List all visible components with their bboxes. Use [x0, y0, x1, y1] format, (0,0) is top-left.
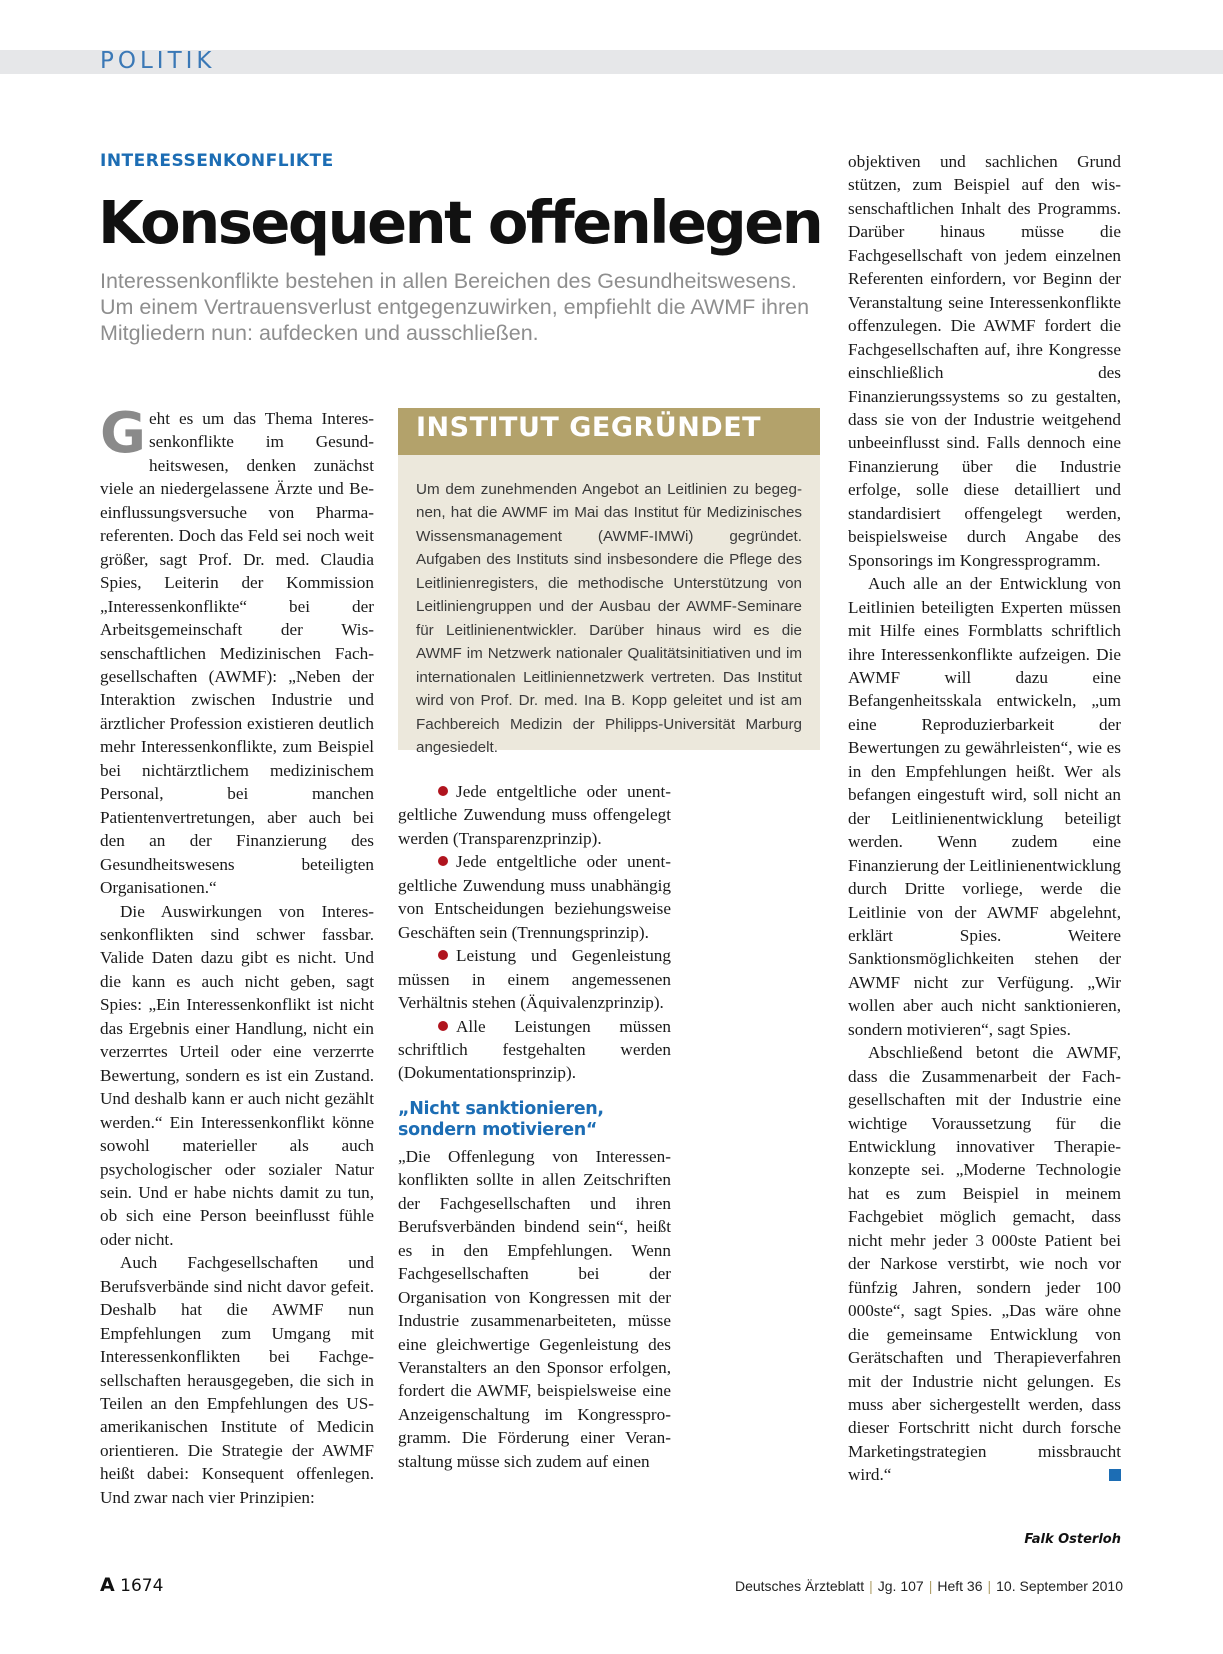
principle-item: Jede entgeltliche oder unentgeltliche Zuwendung muss offengelegt werden (Transparenzprinzip). [398, 782, 671, 848]
paragraph: Auch Fachgesellschaften und Berufsverbände sind nicht davor gefeit. Deshalb hat die AWMF nun Empfehlungen zum Umgang mit Interessenkonflikten bei Fachgesellschaften herausgegeben, die sich in Teilen an den Empfehlungen des US-amerikanischen Institute of Medicin orientieren. Die Strategie der AWMF heißt dabei: Konsequent offenlegen. Und zwar nach vier Prinzipien: [100, 1253, 374, 1507]
end-mark-icon [1109, 1469, 1121, 1481]
issue: Heft 36 [937, 1578, 983, 1594]
volume: Jg. 107 [877, 1578, 924, 1594]
paragraph: Auch alle an der Entwicklung von Leitlinien beteiligten Experten müssen mit Hilfe eines Formblatts schriftlich ihre Interessenkonflikte aufzeigen. Die AWMF will dazu eine Befangenheitsskala entwickeln, „um eine Reproduzierbarkeit der Bewertungen zu gewährleisten“, wie es in den Empfehlungen heißt. Wer als befangen eingestuft wird, soll nicht an der Leitlinienentwicklung beteiligt werden. Wenn zudem eine Finanzierung der Leitlinienentwicklung durch Dritte vorliege, werde die Leitlinie von der AWMF abgelehnt, erklärt Spies. Weitere Sanktionsmöglichkeiten stehen der AWMF nicht zur Verfügung. „Wir wollen aber auch nicht sanktionieren, sondern motivieren“, sagt Spies. [848, 574, 1122, 1039]
separator: | [869, 1578, 873, 1594]
subheading: „Nicht sanktionieren, sondern motivieren“ [398, 1098, 604, 1140]
separator: | [928, 1578, 933, 1594]
bullet-dot-icon [438, 786, 448, 796]
footer-info [735, 1578, 1123, 1594]
info-box-text: Um dem zunehmenden Angebot an Leitlinien zu begegnen, hat die AWMF im Mai das Institut für Medizinisches Wissensmanagement (AWMF-IMWi) gegründet. Aufgaben des Instituts sind insbesondere die Pflege des Leitlinienregisters, die methodische Unterstützung von Leitliniengruppen und der Ausbau der AWMF-Seminare für Leitlinienentwickler. Darüber hinaus wird es die AWMF im Netzwerk nationaler Qualitätsinitiativen und im internationalen Leitliniennetzwerk vertreten. Das Institut wird von Prof. Dr. med. Ina B. Kopp geleitet und ist am Fachbereich Medizin der Philipps-Universität Marburg angesiedelt. [416, 481, 802, 756]
article-kicker: INTERESSENKONFLIKTE [100, 151, 334, 171]
paragraph: Die Auswirkungen von Interessenkonflikten sind schwer fassbar. Valide Daten dazu gibt es nicht. Und die kann es auch nicht geben, sagt Spies: „Ein Interessenkonflikt ist nicht das Ergebnis einer Handlung, nicht ein verzerrtes Urteil oder eine verzerrte Bewertung, sondern es ist ein Zustand. Und deshalb kann er auch nicht gezählt werden.“ Ein Interessenkonflikt könne sowohl materieller als auch psychologischer oder sozialer Natur sein. Und er habe nichts damit zu tun, ob sich eine Person beeinflusst fühle oder nicht. [100, 901, 374, 1249]
author-name: Falk Osterloh [1024, 1532, 1121, 1547]
section-label: POLITIK [100, 48, 216, 74]
principle-item: Alle Leistungen müssen schriftlich festgehalten werden (Dokumentationsprinzip). [398, 1016, 671, 1083]
bullet-dot-icon [438, 950, 448, 960]
issue-date: 10. September 2010 [996, 1578, 1123, 1594]
drop-cap: G [100, 401, 146, 466]
paragraph: „Die Offenlegung von Interessenkonflikten sollte in allen Zeitschriften der Fachgesellschaften und ihren Berufsverbänden bindend sein“, heißt es in den Empfehlungen. Wenn Fachgesellschaften bei der Organisation von Kongressen mit der Industrie zusammenarbeiteten, müsse eine gleichwertige Gegenleistung des Veranstalters an den Sponsor erfolgen, fordert die AWMF, beispielsweise eine Anzeigenschaltung im Kongressprogramm. Die Förderung einer Veranstaltung müsse sich zudem auf einen [398, 1146, 671, 1471]
bullet-dot-icon [438, 1021, 448, 1031]
paragraph: Geht es um das Thema Interessenkonflikte im Gesundheitswesen, denken zunächst viele an niedergelassene Ärzte und Beeinflussungsversuche von Pharmareferenten. Doch das Feld sei noch weit größer, sagt Prof. Dr. med. Claudia Spies, Leiterin der Kommission „Interessenkonflikte“ bei der Arbeitsgemeinschaft der Wissenschaftlichen Medizinischen Fachgesellschaften (AWMF): „Neben der Interaktion zwischen Industrie und ärztlicher Profession existieren deutlich mehr Interessenkonflikte, zum Beispiel bei nichtärztlichem medizinischem Personal, bei manchen Patientenvertretungen, aber auch bei den an der Finanzierung des Gesundheitswesens beteiligten Organisationen.“ [100, 401, 374, 898]
page-number: A 1674 [100, 1574, 164, 1596]
paragraph: Abschließend betont die AWMF, dass die Zusammenarbeit der Fachgesellschaften mit der Industrie eine wichtige Voraussetzung für die Entwicklung innovativer Therapiekonzepte sei. „Moderne Technologie hat es zum Beispiel in meinem Fachgebiet möglich gemacht, dass nicht mehr jeder 3 000ste Patient bei der Narkose verstirbt, wie noch vor fünfzig Jahren, sondern jeder 100 000ste“, sagt Spies. „Das wäre ohne die gemeinsame Entwicklung von Gerätschaften und Therapieverfahren mit der Industrie nicht gelungen. Es muss aber sichergestellt werden, dass dieser Fortschritt nicht durch forsche Marketingstrategien missbraucht wird.“ [848, 1043, 1121, 1485]
journal-name: Deutsches Ärzteblatt [734, 1578, 865, 1594]
info-box-title: INSTITUT GEGRÜNDET [416, 412, 762, 443]
column-3 [848, 150, 1121, 1487]
separator: | [987, 1578, 992, 1594]
principle-item: Jede entgeltliche oder unentgeltliche Zuwendung muss unabhängig von Entscheidungen beziehungsweise Geschäften sein (Trennungsprinzip). [398, 852, 671, 942]
article-lede: Interessenkonflikte bestehen in allen Bereichen des Gesundheitswesens. Um einem Vertrauensverlust entgegenzuwirken, empfiehlt die AWMF ihren Mitgliedern nun: aufdecken und ausschließen. [100, 269, 810, 345]
column-2 [398, 780, 671, 1473]
bullet-dot-icon [438, 856, 448, 866]
column-1 [100, 401, 374, 1509]
paragraph: objektiven und sachlichen Grund stützen, zum Beispiel auf den wissenschaftlichen Inhalt des Programms. Darüber hinaus müsse die Fachgesellschaft von jedem einzelnen Referenten einfordern, vor Beginn der Veranstaltung seine Interessenkonflikte offenzulegen. Die AWMF fordert die Fachgesellschaften auf, ihre Kongresse einschließlich des Finanzierungssystems so zu gestalten, dass sie von der Industrie weitgehend unbeeinflusst sind. Falls dennoch eine Finanzierung über die Industrie erfolge, solle diese detailliert und standardisiert offengelegt werden, beispielsweise durch Angabe des Sponsorings im Kongressprogramm. [848, 152, 1121, 570]
principle-item: Leistung und Gegenleistung müssen in einem angemessenen Verhältnis stehen (Äquivalenzprinzip). [398, 946, 671, 1013]
article-title: Konsequent offenlegen [98, 188, 822, 257]
